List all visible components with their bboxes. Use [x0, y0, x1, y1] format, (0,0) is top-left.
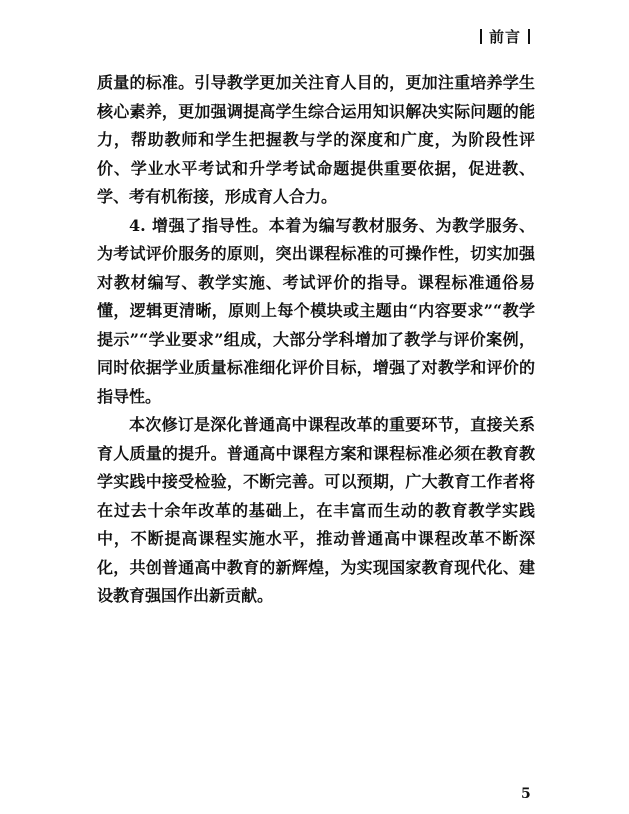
body-text — [97, 69, 535, 611]
running-header — [473, 26, 537, 47]
paragraph-continuation: 质量的标准。引导教学更加关注育人目的，更加注重培养学生核心素养，更加强调提高学生综合运用知识解决实际问题的能力，帮助教师和学生把握教与学的深度和广度，为阶段性评价、学业水平考试和升学考试命题提供重要依据，促进教、学、考有机衔接，形成育人合力。 — [97, 73, 535, 206]
page-number: 5 — [521, 786, 531, 802]
paragraph-conclusion: 本次修订是深化普通高中课程改革的重要环节，直接关系育人质量的提升。普通高中课程方案和课程标准必须在教育教学实践中接受检验，不断完善。可以预期，广大教育工作者将在过去十余年改革的基础上，在丰富而生动的教育教学实践中，不断提高课程实施水平，推动普通高中课程改革不断深化，共创普通高中教育的新辉煌，为实现国家教育现代化、建设教育强国作出新贡献。 — [97, 415, 535, 605]
header-section-title: 前言 — [488, 28, 521, 46]
header-right-rule — [528, 29, 530, 44]
paragraph-guidance: 4. 增强了指导性。本着为编写教材服务、为教学服务、为考试评价服务的原则，突出课程标准的可操作性，切实加强对教材编写、教学实施、考试评价的指导。课程标准通俗易懂，逻辑更清晰，原则上每个模块或主题由“内容要求”“教学提示”“学业要求”组成，大部分学科增加了教学与评价案例，同时依据学业质量标准细化评价目标，增强了对教学和评价的指导性。 — [97, 215, 535, 406]
header-left-rule — [480, 29, 482, 44]
